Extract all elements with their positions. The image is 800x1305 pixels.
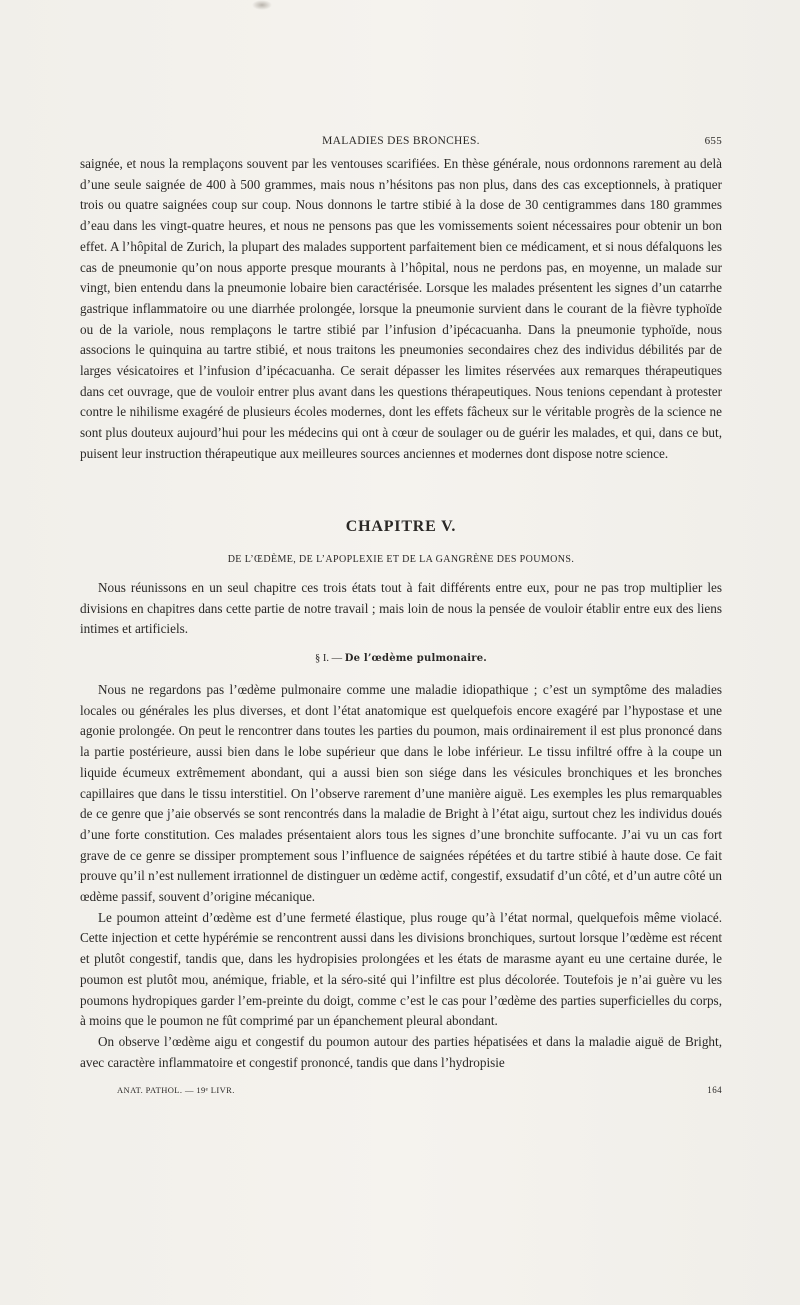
running-title: MALADIES DES BRONCHES. (322, 135, 480, 147)
chapter-subtitle: DE L’ŒDÈME, DE L’APOPLEXIE ET DE LA GANGRÈNE DES POUMONS. (227, 554, 575, 565)
running-header (80, 135, 722, 151)
intro-paragraph: saignée, et nous la remplaçons souvent par les ventouses scarifiées. En thèse générale, nous ordonnons rarement au delà d’une seule saignée de 400 à 500 grammes, mais nous n’hésitons pas non plus, dans des cas exceptionnels, à pratiquer trois ou quatre saignées coup sur coup. Nous donnons le tartre stibié à la dose de 30 centigrammes dans 180 grammes d’eau dans les vingt-quatre heures, et nous ne pensons pas que les vomissements soient nécessaires pour obtenir un bon effet. A l’hôpital de Zurich, la plupart des malades supportent parfaitement bien ce médicament, et si nous défalquons les cas de pneumonie qu’on nous apporte presque mourants à l’hôpital, nous ne perdons pas, en moyenne, un malade sur vingt, bien entendu dans la pneumonie lobaire bien caractérisée. Lorsque les malades présentent les signes d’un catarrhe gastrique inflammatoire ou une diarrhée prolongée, lorsque la pneumonie survient dans le courant de la fièvre typhoïde ou de la variole, nous remplaçons le tartre stibié par l’infusion d’ipécacuanha. Dans la pneumonie typhoïde, nous associons le quinquina au tartre stibié, et nous traitons les pneumonies secondaires chez des individus débilités par de larges vésicatoires et l’infusion d’ipécacuanha. Ce serait dépasser les limites réservées aux remarques thérapeutiques dans cet ouvrage, que de vouloir entrer plus avant dans les questions thérapeutiques. Nous tenions cependant à protester contre le nihilisme exagéré de plusieurs écoles modernes, dont les effets fâcheux sur le véritable progrès de la science ne sont plus douteux aujourd’hui pour les médecins qui ont à cœur de soulager ou de guérir les malades, et qui, dans ce but, puisent leur instruction thérapeutique aux meilleures sources anciennes et modernes dont dispose notre science. (80, 156, 722, 461)
section-number: § I. — (315, 653, 343, 664)
intro-text-block (80, 154, 722, 465)
page-number: 655 (704, 135, 722, 147)
section-title: De l’œdème pulmonaire. (344, 653, 487, 664)
section-paragraph: Le poumon atteint d’œdème est d’une fermeté élastique, plus rouge qu’à l’état normal, quelquefois même violacé. Cette injection et cette hypérémie se rencontrent aussi dans les divisions bronchiques, surtout lorsque l’œdème est récent et plutôt congestif, tandis que, dans les hydropisies prolongées et les états de marasme ayant eu une certaine durée, le poumon est plutôt mou, anémique, friable, et la séro-sité qui l’infiltre est plus décolorée. Toutefois je n’ai guère vu les poumons hydropiques garder l’em-preinte du doigt, comme c’est le cas pour l’œdème des parties superficielles du corps, à moins que le poumon ne fût comprimé par un épanchement pleural abondant. (80, 909, 722, 1029)
section-body (80, 680, 722, 1073)
sheet-number: 164 (707, 1085, 722, 1095)
chapter-intro-paragraph: Nous réunissons en un seul chapitre ces trois états tout à fait différents entre eux, pour ne pas trop multiplier les divisions en chapitres dans cette partie de notre travail ; mais loin de nous la pensée de vouloir établir entre eux des liens intimes et artificiels. (80, 580, 722, 637)
signature-mark: ANAT. PATHOL. — 19ᵉ LIVR. (117, 1085, 235, 1095)
section-paragraph: Nous ne regardons pas l’œdème pulmonaire comme une maladie idiopathique ; c’est un symptôme des maladies locales ou générales les plus diverses, et dont l’état anatomique est quelquefois encore exagéré par l’hypostase et une agonie prolongée. On peut le rencontrer dans toutes les parties du poumon, mais ordinairement il est plus prononcé dans la partie postérieure, aussi bien dans le lobe supérieur que dans le lobe inférieur. Le tissu infiltré offre à la coupe un liquide écumeux extrêmement abondant, qui a aussi bien son siége dans les vésicules bronchiques et les bronches capillaires que dans le tissu interstitiel. On l’observe rarement d’une manière aiguë. Les exemples les plus remarquables de ce genre que j’aie observés se sont rencontrés dans la maladie de Bright à l’état aigu, surtout chez les individus doués d’une forte constitution. Ces malades présentaient alors tous les signes d’une bronchite suffocante. J’ai vu un cas fort grave de ce genre se dissiper promptement sous l’influence de saignées répétées et du tartre stibié à haute dose. Ce fait prouve qu’il n’est nullement irrationnel de distinguer un œdème actif, congestif, exsudatif d’un côté, et d’un autre côté un œdème passif, souvent d’origine mécanique. (80, 682, 722, 905)
section-heading (80, 653, 722, 664)
chapter-intro-block (80, 578, 722, 640)
page-footer (117, 1085, 722, 1099)
chapter-title: CHAPITRE V. (345, 518, 457, 535)
scan-smudge (252, 0, 272, 10)
section-paragraph: On observe l’œdème aigu et congestif du poumon autour des parties hépatisées et dans la maladie aiguë de Bright, avec caractère inflammatoire et congestif prononcé, tandis que dans l’hydropisie (80, 1033, 722, 1070)
